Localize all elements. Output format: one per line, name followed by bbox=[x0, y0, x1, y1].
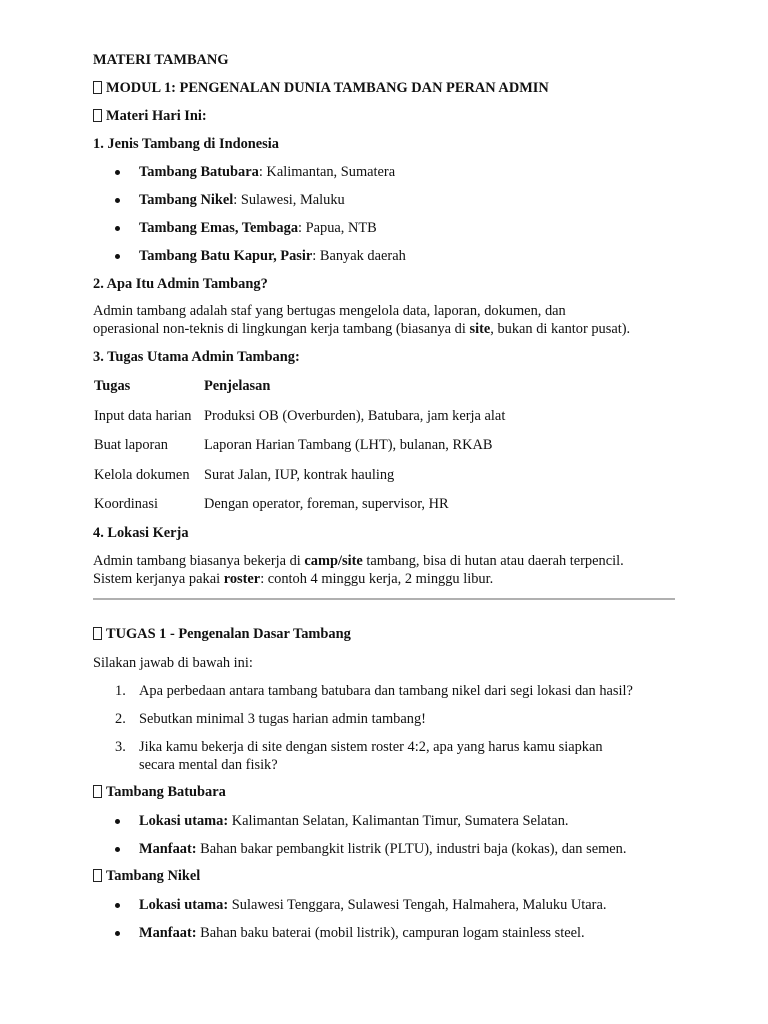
item-number: 1. bbox=[115, 683, 126, 699]
bullet-icon bbox=[115, 896, 123, 914]
bullet-icon bbox=[115, 191, 123, 209]
bullet-icon bbox=[115, 812, 123, 830]
paragraph-line: Admin tambang biasanya bekerja di camp/site tambang, bisa di hutan atau daerah terpencil. bbox=[93, 553, 624, 569]
item-term: Tambang Emas, Tembaga bbox=[139, 220, 299, 236]
column-header-desc: Penjelasan bbox=[204, 378, 271, 394]
paragraph-line: Sistem kerjanya pakai roster: contoh 4 minggu kerja, 2 minggu libur. bbox=[93, 571, 494, 587]
item-desc: : Banyak daerah bbox=[312, 248, 406, 264]
item-desc: : Sulawesi, Maluku bbox=[233, 192, 345, 208]
section-1-heading: 1. Jenis Tambang di Indonesia bbox=[93, 136, 279, 152]
module-heading: MODUL 1: PENGENALAN DUNIA TAMBANG DAN PERAN ADMIN bbox=[93, 79, 549, 97]
today-heading: Materi Hari Ini: bbox=[93, 107, 207, 125]
bullet-icon bbox=[115, 219, 123, 237]
item-term: Manfaat: bbox=[139, 841, 197, 857]
table-cell: Surat Jalan, IUP, kontrak hauling bbox=[204, 467, 395, 483]
item-term: Tambang Nikel bbox=[139, 192, 234, 208]
bullet-icon bbox=[115, 840, 123, 858]
missing-glyph-icon bbox=[93, 627, 102, 640]
table-cell: Dengan operator, foreman, supervisor, HR bbox=[204, 496, 449, 512]
item-desc: Sulawesi Tenggara, Sulawesi Tengah, Halmahera, Maluku Utara. bbox=[228, 897, 607, 913]
batubara-heading: Tambang Batubara bbox=[93, 783, 226, 801]
table-cell: Kelola dokumen bbox=[94, 467, 190, 483]
item-term: Manfaat: bbox=[139, 925, 197, 941]
missing-glyph-icon bbox=[93, 869, 102, 882]
nikel-heading: Tambang Nikel bbox=[93, 867, 200, 885]
bullet-icon bbox=[115, 924, 123, 942]
table-cell: Koordinasi bbox=[94, 496, 158, 512]
table-cell: Produksi OB (Overburden), Batubara, jam kerja alat bbox=[204, 408, 506, 424]
item-desc: Bahan bakar pembangkit listrik (PLTU), industri baja (kokas), dan semen. bbox=[196, 841, 627, 857]
bullet-icon bbox=[115, 163, 123, 181]
item-desc: Bahan baku baterai (mobil listrik), campuran logam stainless steel. bbox=[196, 925, 585, 941]
item-desc: Kalimantan Selatan, Kalimantan Timur, Sumatera Selatan. bbox=[228, 813, 569, 829]
item-text: Apa perbedaan antara tambang batubara dan tambang nikel dari segi lokasi dan hasil? bbox=[139, 683, 633, 699]
item-term: Tambang Batubara bbox=[139, 164, 259, 180]
item-desc: : Papua, NTB bbox=[298, 220, 377, 236]
paragraph-line: operasional non-teknis di lingkungan kerja tambang (biasanya di site, bukan di kantor pusat). bbox=[93, 321, 631, 337]
section-4-heading: 4. Lokasi Kerja bbox=[93, 525, 189, 541]
horizontal-divider bbox=[93, 598, 675, 600]
item-desc: : Kalimantan, Sumatera bbox=[258, 164, 396, 180]
item-term: Lokasi utama: bbox=[139, 897, 229, 913]
section-3-heading: 3. Tugas Utama Admin Tambang: bbox=[93, 349, 300, 365]
bullet-icon bbox=[115, 247, 123, 265]
missing-glyph-icon bbox=[93, 81, 102, 94]
item-number: 3. bbox=[115, 739, 126, 755]
paragraph-line: Admin tambang adalah staf yang bertugas mengelola data, laporan, dokumen, dan bbox=[93, 303, 566, 319]
task-1-heading: TUGAS 1 - Pengenalan Dasar Tambang bbox=[93, 625, 351, 643]
item-text: Sebutkan minimal 3 tugas harian admin tambang! bbox=[139, 711, 426, 727]
document-title: MATERI TAMBANG bbox=[93, 52, 229, 68]
item-text-continued: secara mental dan fisik? bbox=[139, 757, 278, 773]
item-term: Tambang Batu Kapur, Pasir bbox=[139, 248, 313, 264]
column-header-task: Tugas bbox=[94, 378, 131, 394]
missing-glyph-icon bbox=[93, 109, 102, 122]
task-intro: Silakan jawab di bawah ini: bbox=[93, 655, 253, 671]
missing-glyph-icon bbox=[93, 785, 102, 798]
item-number: 2. bbox=[115, 711, 126, 727]
item-term: Lokasi utama: bbox=[139, 813, 229, 829]
section-2-heading: 2. Apa Itu Admin Tambang? bbox=[93, 276, 268, 292]
table-cell: Buat laporan bbox=[94, 437, 168, 453]
table-cell: Laporan Harian Tambang (LHT), bulanan, RKAB bbox=[204, 437, 493, 453]
table-cell: Input data harian bbox=[94, 408, 192, 424]
item-text: Jika kamu bekerja di site dengan sistem roster 4:2, apa yang harus kamu siapkan bbox=[139, 739, 603, 755]
